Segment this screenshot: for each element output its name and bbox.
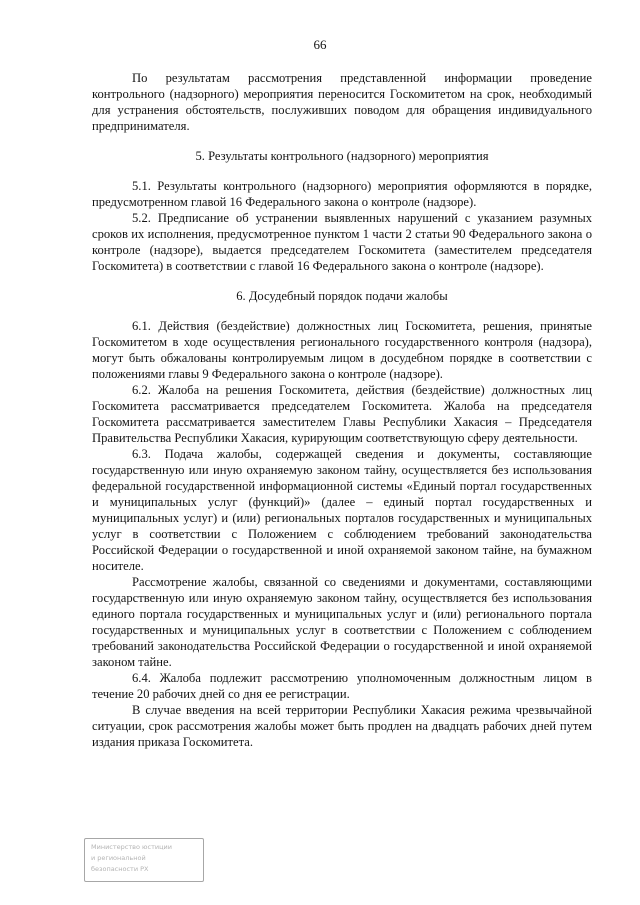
section-5-heading: 5. Результаты контрольного (надзорного) мероприятия (195, 149, 489, 163)
page-number: 66 (313, 37, 327, 52)
paragraph-5-1: 5.1. Результаты контрольного (надзорного) мероприятия оформляются в порядке, предусмотренном главой 16 Федерального закона о контроле (надзоре). (92, 179, 592, 209)
paragraph-6-4: 6.4. Жалоба подлежит рассмотрению уполномоченным должностным лицом в течение 20 рабочих дней со дня ее регистрации. (92, 671, 592, 701)
stamp-line-3: безопасности РХ (91, 865, 149, 873)
paragraph-5-2: 5.2. Предписание об устранении выявленных нарушений с указанием разумных сроков их исполнения, предусмотренное пунктом 1 части 2 статьи 90 Федерального закона о контроле (надзоре), выдается председателем Госкомитета (заместителем председателя Госкомитета) в соответствии с главой 16 Федерального закона о контроле (надзоре). (92, 211, 592, 273)
paragraph-6-2: 6.2. Жалоба на решения Госкомитета, действия (бездействие) должностных лиц Госкомитета рассматривается председателем Госкомитета. Жалоба на председателя Госкомитета рассматривается заместителем Главы Республики Хакасия – Председателя Правительства Республики Хакасия, курирующим соответствующую сферу деятельности. (92, 383, 592, 445)
document-body (92, 70, 592, 750)
paragraph-intro: По результатам рассмотрения представленной информации проведение контрольного (надзорного) мероприятия переносится Госкомитетом на срок, необходимый для устранения обстоятельств, послуживших поводом для обращения индивидуального предпринимателя. (92, 71, 592, 133)
paragraph-6-4-continued: В случае введения на всей территории Республики Хакасия режима чрезвычайной ситуации, срок рассмотрения жалобы может быть продлен на двадцать рабочих дней путем издания приказа Госкомитета. (92, 703, 592, 749)
stamp-line-2: и региональной (91, 854, 146, 862)
registration-stamp (84, 838, 204, 882)
stamp-line-1: Министерство юстиции (91, 843, 172, 851)
section-6-heading: 6. Досудебный порядок подачи жалобы (236, 289, 448, 303)
paragraph-6-1: 6.1. Действия (бездействие) должностных лиц Госкомитета, решения, принятые Госкомитетом в ходе осуществления регионального государственного контроля (надзора), могут быть обжалованы контролируемым лицом в досудебном порядке в соответствии с положениями главы 9 Федерального закона о контроле (надзоре). (92, 319, 592, 381)
paragraph-6-3: 6.3. Подача жалобы, содержащей сведения и документы, составляющие государственную или иную охраняемую законом тайну, осуществляется без использования федеральной государственной информационной системы «Единый портал государственных и муниципальных услуг (функций)» (далее – единый портал государственных и муниципальных услуг) и (или) региональных порталов государственных и муниципальных услуг в соответствии с Положением с соблюдением требований законодательства Российской Федерации о государственной и иной охраняемой законом тайне, на бумажном носителе. (92, 447, 592, 573)
paragraph-6-3-continued: Рассмотрение жалобы, связанной со сведениями и документами, составляющими государственную или иную охраняемую законом тайну, осуществляется без использования единого портала государственных и муниципальных услуг и (или) регионального портала государственных и муниципальных услуг в соответствии с Положением с соблюдением требований законодательства Российской Федерации о государственной и иной охраняемой законом тайне. (92, 575, 592, 669)
